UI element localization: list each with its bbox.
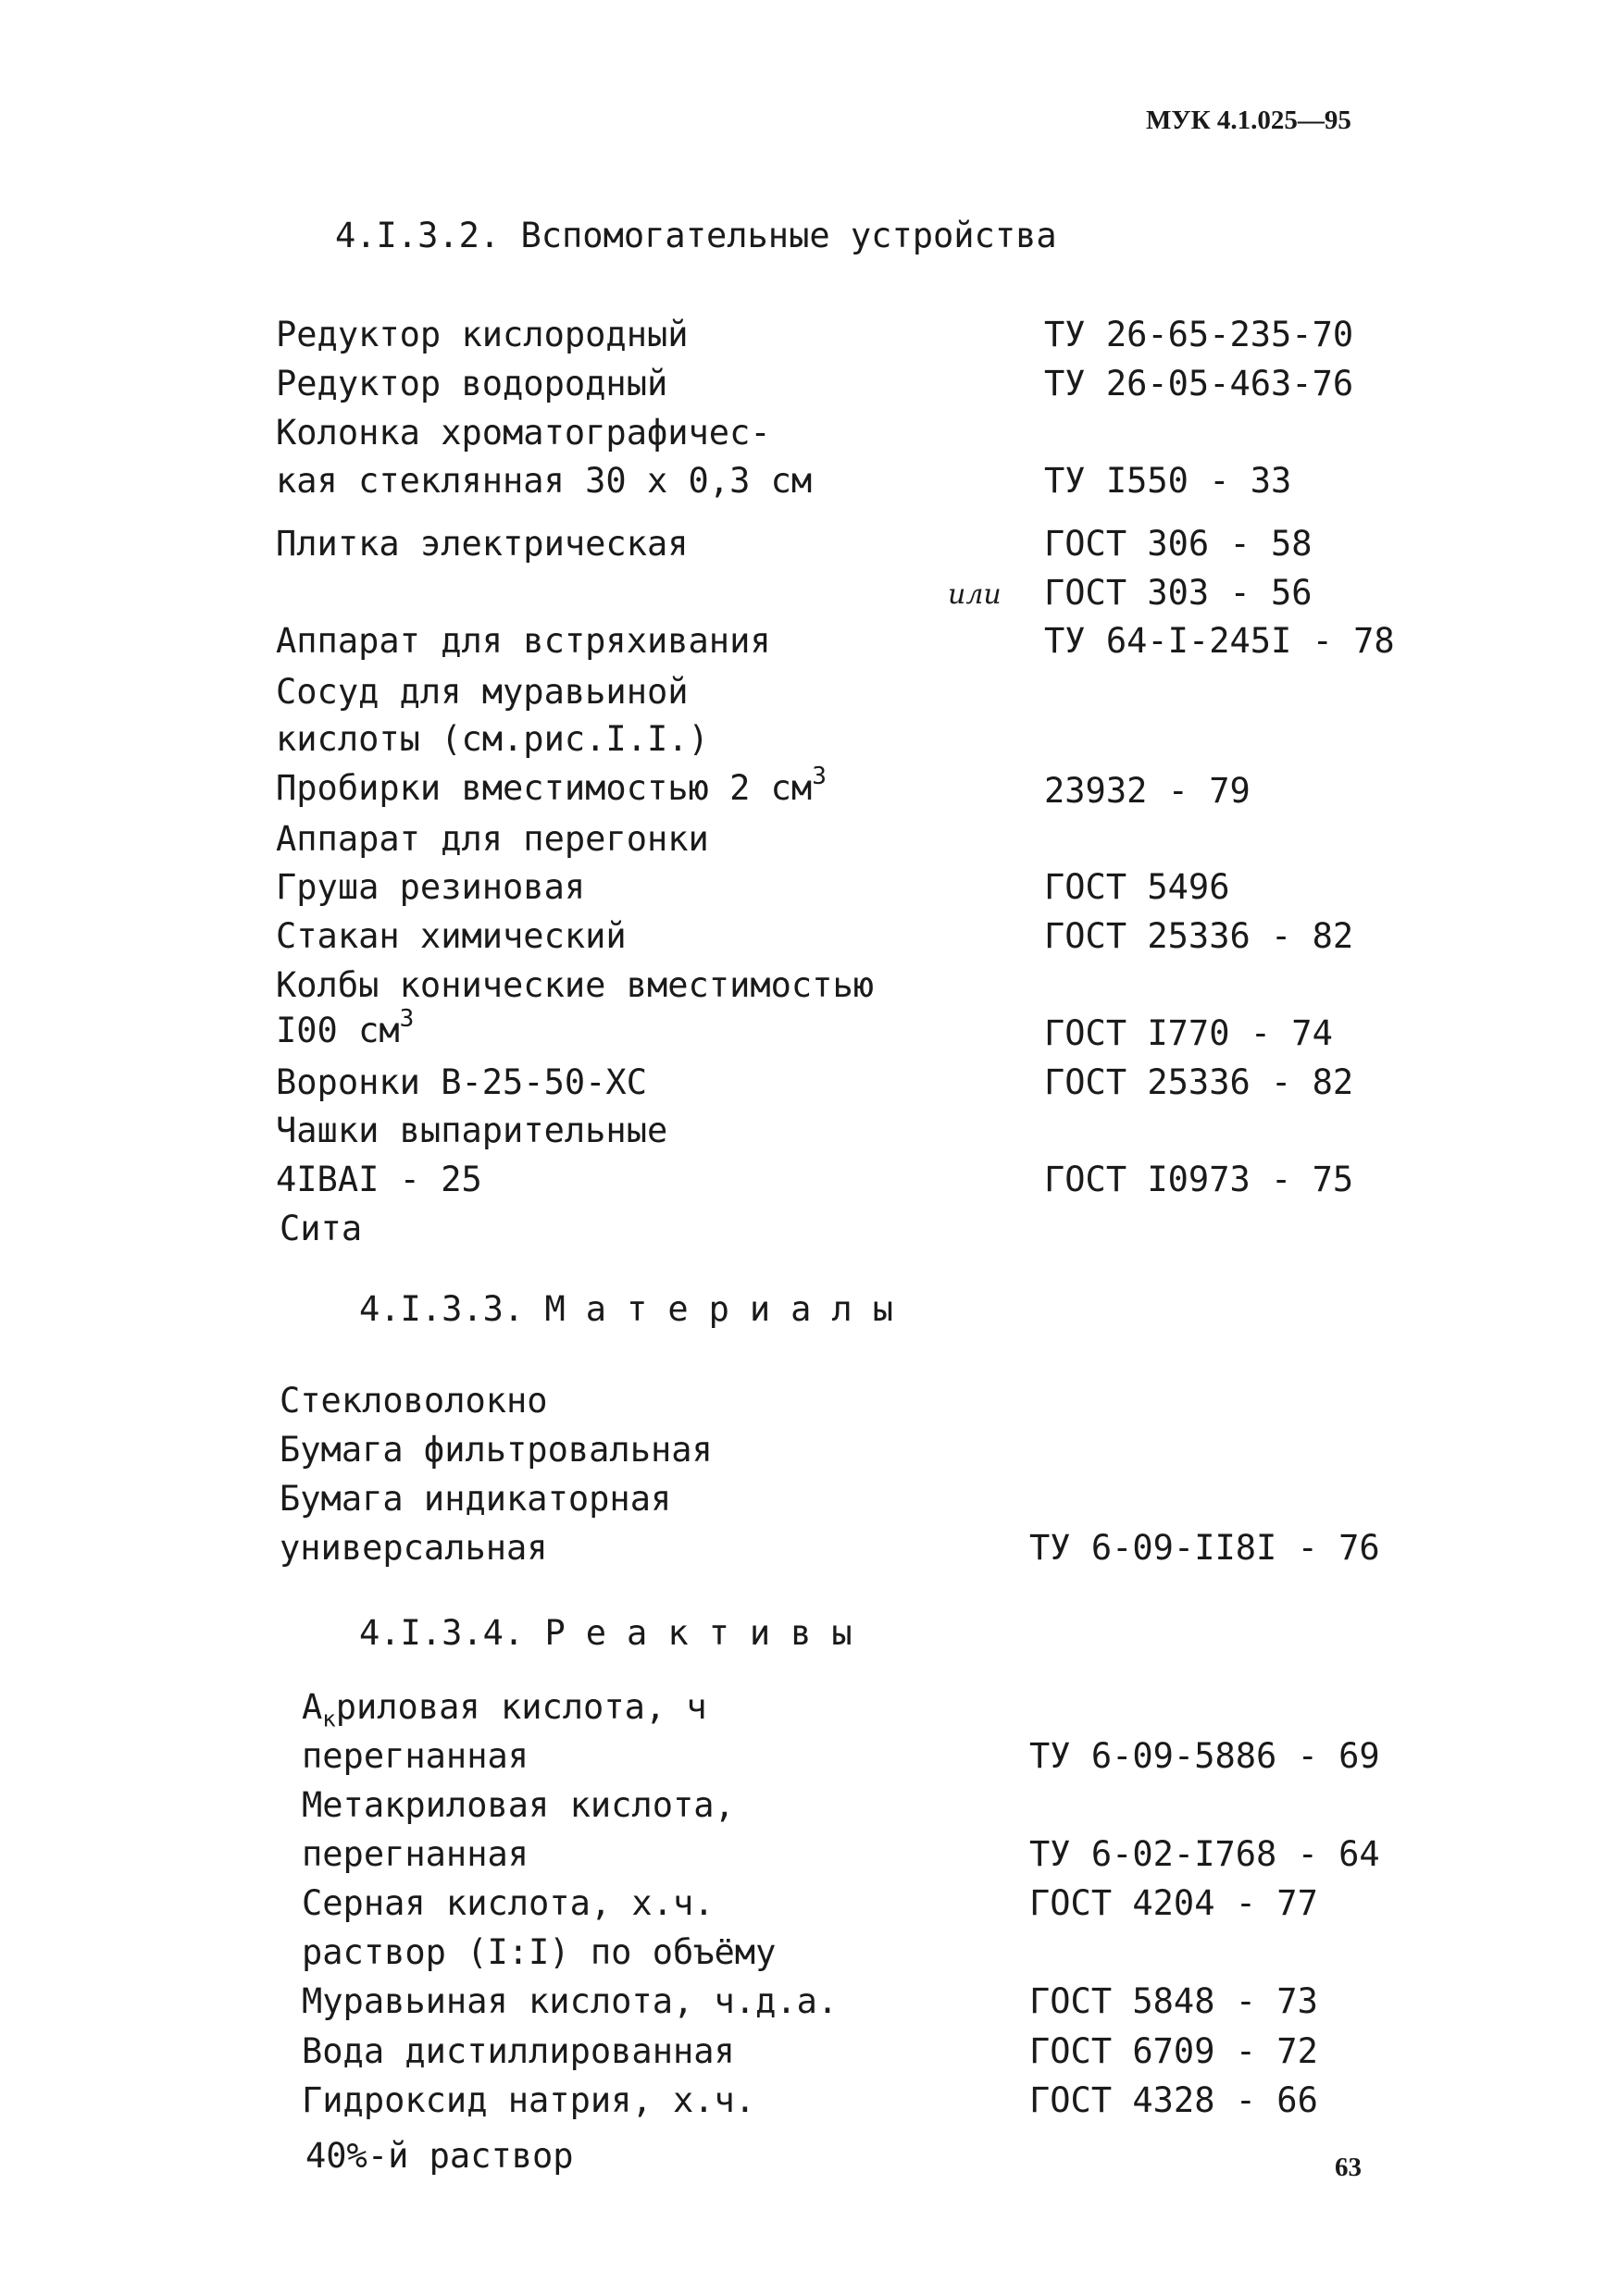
- aux-item-std: ГОСТ I0973 - 75: [1044, 1160, 1354, 1199]
- aux-item-std: ГОСТ 303 - 56: [1044, 573, 1313, 613]
- material-item-name: Бумага фильтровальная: [280, 1430, 713, 1470]
- reagent-item-std: ГОСТ 4204 - 77: [1029, 1883, 1318, 1923]
- reagent-item-name: перегнанная: [302, 1736, 529, 1776]
- material-item-name: Стекловолокно: [280, 1381, 548, 1421]
- aux-item-name: Плитка электрическая: [276, 524, 689, 564]
- reagent-item-std: ТУ 6-02-I768 - 64: [1029, 1834, 1380, 1874]
- aux-item-name: Воронки В-25-50-ХС: [276, 1062, 647, 1102]
- section-reagents-title: 4.I.3.4. Реактивы: [359, 1613, 873, 1653]
- reagent-item-name: 40%-й раствор: [305, 2136, 574, 2176]
- material-item-name: Бумага индикаторная: [280, 1479, 672, 1519]
- aux-item-name: кислоты (см.рис.I.I.): [276, 719, 709, 759]
- aux-item-std: ТУ 26-05-463-76: [1044, 364, 1354, 403]
- reagent-item-std: ГОСТ 4328 - 66: [1029, 2080, 1318, 2120]
- aux-item-std: ТУ I550 - 33: [1044, 461, 1292, 501]
- aux-item-name: Аппарат для встряхивания: [276, 621, 771, 661]
- document-code: МУК 4.1.025—95: [1146, 105, 1351, 135]
- aux-item-name: Стакан химический: [276, 916, 627, 956]
- aux-item-std: 23932 - 79: [1044, 771, 1251, 811]
- aux-item-name: Пробирки вместимостью 2 $см^3$: [276, 762, 827, 808]
- aux-item-name: Колонка хроматографичес-: [276, 413, 771, 453]
- aux-item-name: Сосуд для муравьиной: [276, 672, 689, 712]
- aux-item-name: Колбы конические вместимостью: [276, 965, 875, 1005]
- reagent-item-name: $А_криловая$ кислота, ч: [302, 1687, 707, 1732]
- superscript-3: 3: [399, 1004, 415, 1033]
- material-item-std: ТУ 6-09-II8I - 76: [1029, 1528, 1380, 1568]
- reagent-item-name: перегнанная: [302, 1834, 529, 1874]
- page-number: 63: [1335, 2153, 1362, 2182]
- alternative-marker: или: [948, 578, 1002, 611]
- aux-item-std: ГОСТ 306 - 58: [1044, 524, 1313, 564]
- aux-item-std: ТУ 26-65-235-70: [1044, 315, 1354, 354]
- aux-item-name: Аппарат для перегонки: [276, 819, 709, 859]
- aux-item-name: Редуктор кислородный: [276, 315, 689, 354]
- reagent-item-name: Вода дистиллированная: [302, 2031, 735, 2071]
- aux-item-std: ГОСТ 25336 - 82: [1044, 1062, 1354, 1102]
- reagent-item-name: раствор (I:I) по объёму: [302, 1932, 777, 1972]
- reagent-item-name: Гидроксид натрия, х.ч.: [302, 2080, 756, 2120]
- reagent-item-name: Метакриловая кислота,: [302, 1785, 735, 1825]
- aux-item-name: 4IBAI - 25: [276, 1160, 482, 1199]
- section-aux-title: 4.I.3.2. Вспомогательные устройства: [335, 216, 1057, 255]
- material-item-name: универсальная: [280, 1528, 548, 1568]
- aux-item-name: Сита: [280, 1209, 363, 1248]
- reagent-item-std: ГОСТ 5848 - 73: [1029, 1981, 1318, 2021]
- aux-item-name: I00 $см^3$: [276, 1004, 415, 1050]
- reagent-item-name: Серная кислота, х.ч.: [302, 1883, 715, 1923]
- reagent-item-std: ТУ 6-09-5886 - 69: [1029, 1736, 1380, 1776]
- aux-item-name: кая стеклянная 30 х 0,3 см: [276, 461, 813, 501]
- aux-item-name: Редуктор водородный: [276, 364, 668, 403]
- reagent-item-name: Муравьиная кислота, ч.д.а.: [302, 1981, 839, 2021]
- aux-item-std: ГОСТ I770 - 74: [1044, 1013, 1333, 1053]
- reagent-item-std: ГОСТ 6709 - 72: [1029, 2031, 1318, 2071]
- superscript-3: 3: [812, 762, 827, 790]
- section-materials-title: 4.I.3.3. Материалы: [359, 1289, 914, 1329]
- aux-item-name: Груша резиновая: [276, 867, 586, 907]
- subscript-k: к: [322, 1706, 336, 1732]
- aux-item-std: ГОСТ 25336 - 82: [1044, 916, 1354, 956]
- aux-item-name: Чашки выпарительные: [276, 1111, 668, 1150]
- aux-item-std: ТУ 64-I-245I - 78: [1044, 621, 1395, 661]
- aux-item-std: ГОСТ 5496: [1044, 867, 1230, 907]
